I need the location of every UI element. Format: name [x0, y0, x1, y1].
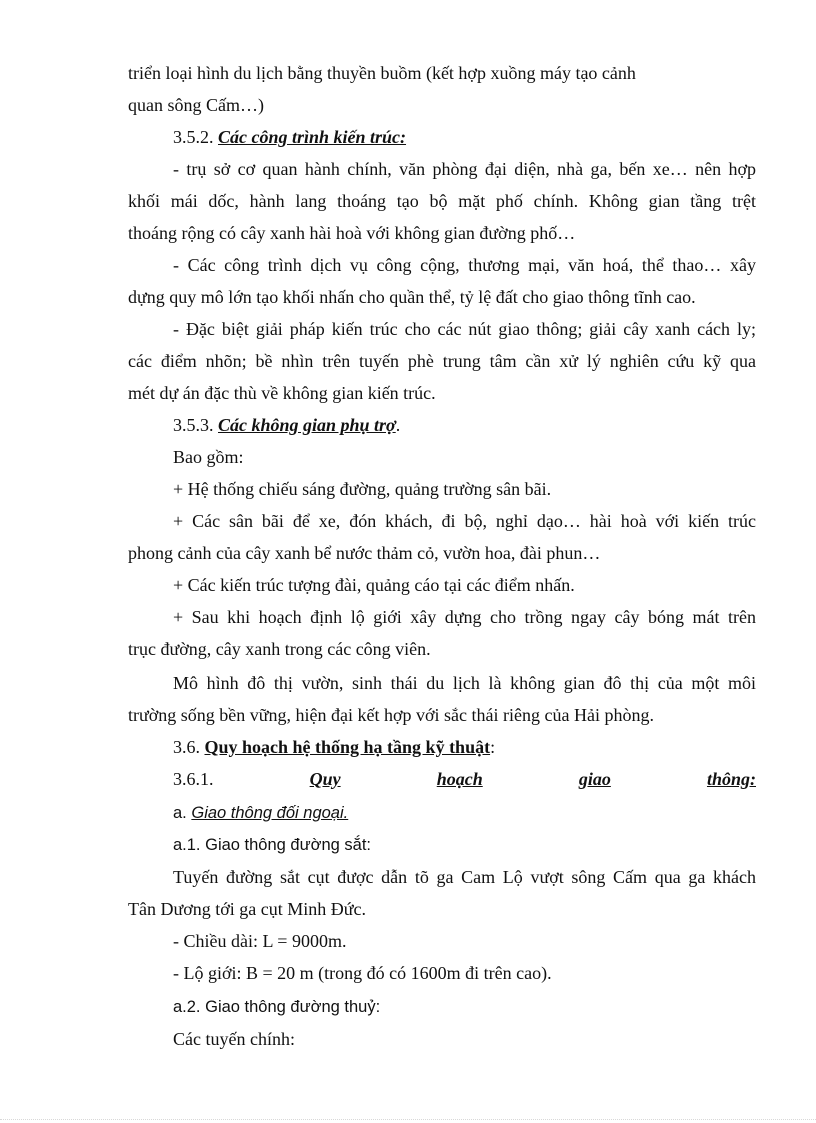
paragraph-line: mét dự án đặc thù về không gian kiến trúc.	[128, 383, 436, 403]
paragraph-line: Các tuyến chính:	[173, 1029, 295, 1049]
heading-word: Quy	[309, 769, 341, 789]
heading-word: giao	[578, 769, 611, 789]
paragraph-line: quan sông Cấm…)	[128, 95, 264, 115]
paragraph-line: - trụ sở cơ quan hành chính, văn phòng đại diện, nhà ga, bến xe… nên hợp	[173, 159, 756, 179]
paragraph-line: + Các sân bãi để xe, đón khách, đi bộ, nghỉ dạo… hài hoà với kiến trúc	[173, 511, 756, 531]
heading-title: Các không gian phụ trợ	[218, 415, 396, 435]
heading-number: 3.6.	[173, 737, 200, 757]
heading-punctuation: :	[490, 737, 496, 757]
paragraph-line: phong cảnh của cây xanh bể nước thảm cỏ, vườn hoa, đài phun…	[128, 543, 601, 563]
paragraph-line: - Đặc biệt giải pháp kiến trúc cho các nút giao thông; giải cây xanh cách ly;	[173, 319, 756, 339]
subheading-a2: a.2. Giao thông đường thuỷ:	[173, 998, 381, 1016]
paragraph-line: + Các kiến trúc tượng đài, quảng cáo tại các điểm nhấn.	[173, 575, 575, 595]
heading-title: Các công trình kiến trúc:	[218, 127, 407, 147]
heading-title: Quy hoạch hệ thống hạ tầng kỹ thuật	[204, 737, 491, 757]
heading-3-6-1	[173, 768, 756, 790]
paragraph-line: dựng quy mô lớn tạo khối nhấn cho quần thể, tỷ lệ đất cho giao thông tĩnh cao.	[128, 287, 696, 307]
paragraph-line: triển loại hình du lịch bằng thuyền buồm (kết hợp xuồng máy tạo cảnh	[128, 63, 636, 83]
heading-number: 3.5.3.	[173, 415, 214, 435]
paragraph-line: thoáng rộng có cây xanh hài hoà với không gian đường phố…	[128, 223, 576, 243]
paragraph-line: các điểm nhõn; bề nhìn trên tuyến phè trung tâm cần xử lý nghiên cứu kỹ qua	[128, 351, 756, 371]
subheading-title: Giao thông đối ngoại.	[191, 804, 349, 822]
paragraph-line: trục đường, cây xanh trong các công viên.	[128, 639, 431, 659]
page-bottom-rule	[0, 1119, 816, 1120]
paragraph-line: + Hệ thống chiếu sáng đường, quảng trường sân bãi.	[173, 479, 552, 499]
paragraph-line: trường sống bền vững, hiện đại kết hợp với sắc thái riêng của Hải phòng.	[128, 705, 654, 725]
paragraph-line: - Lộ giới: B = 20 m (trong đó có 1600m đi trên cao).	[173, 963, 552, 983]
heading-word: hoạch	[436, 769, 483, 789]
paragraph-line: - Các công trình dịch vụ công cộng, thương mại, văn hoá, thể thao… xây	[173, 255, 756, 275]
paragraph-line: + Sau khi hoạch định lộ giới xây dựng cho trồng ngay cây bóng mát trên	[173, 607, 756, 627]
heading-word: thông:	[706, 769, 756, 789]
subheading-a1: a.1. Giao thông đường sắt:	[173, 836, 371, 854]
paragraph-line: Tuyến đường sắt cụt được dẫn tõ ga Cam Lộ vượt sông Cấm qua ga khách	[173, 867, 756, 887]
heading-3-6	[173, 736, 756, 758]
paragraph-line: khối mái dốc, hành lang thoáng tạo bộ mặt phố chính. Không gian tầng trệt	[128, 191, 756, 211]
subheading-a	[173, 802, 756, 824]
paragraph-line: Bao gồm:	[173, 447, 244, 467]
heading-3-5-3	[173, 414, 756, 436]
heading-number: 3.6.1.	[173, 769, 214, 789]
heading-3-5-2	[173, 126, 756, 148]
heading-number: 3.5.2.	[173, 127, 214, 147]
subheading-prefix: a.	[173, 804, 187, 822]
paragraph-line: - Chiều dài: L = 9000m.	[173, 931, 347, 951]
paragraph-line: Tân Dương tới ga cụt Minh Đức.	[128, 899, 367, 919]
heading-punctuation: .	[395, 415, 401, 435]
paragraph-line: Mô hình đô thị vườn, sinh thái du lịch là không gian đô thị của một môi	[173, 673, 756, 693]
